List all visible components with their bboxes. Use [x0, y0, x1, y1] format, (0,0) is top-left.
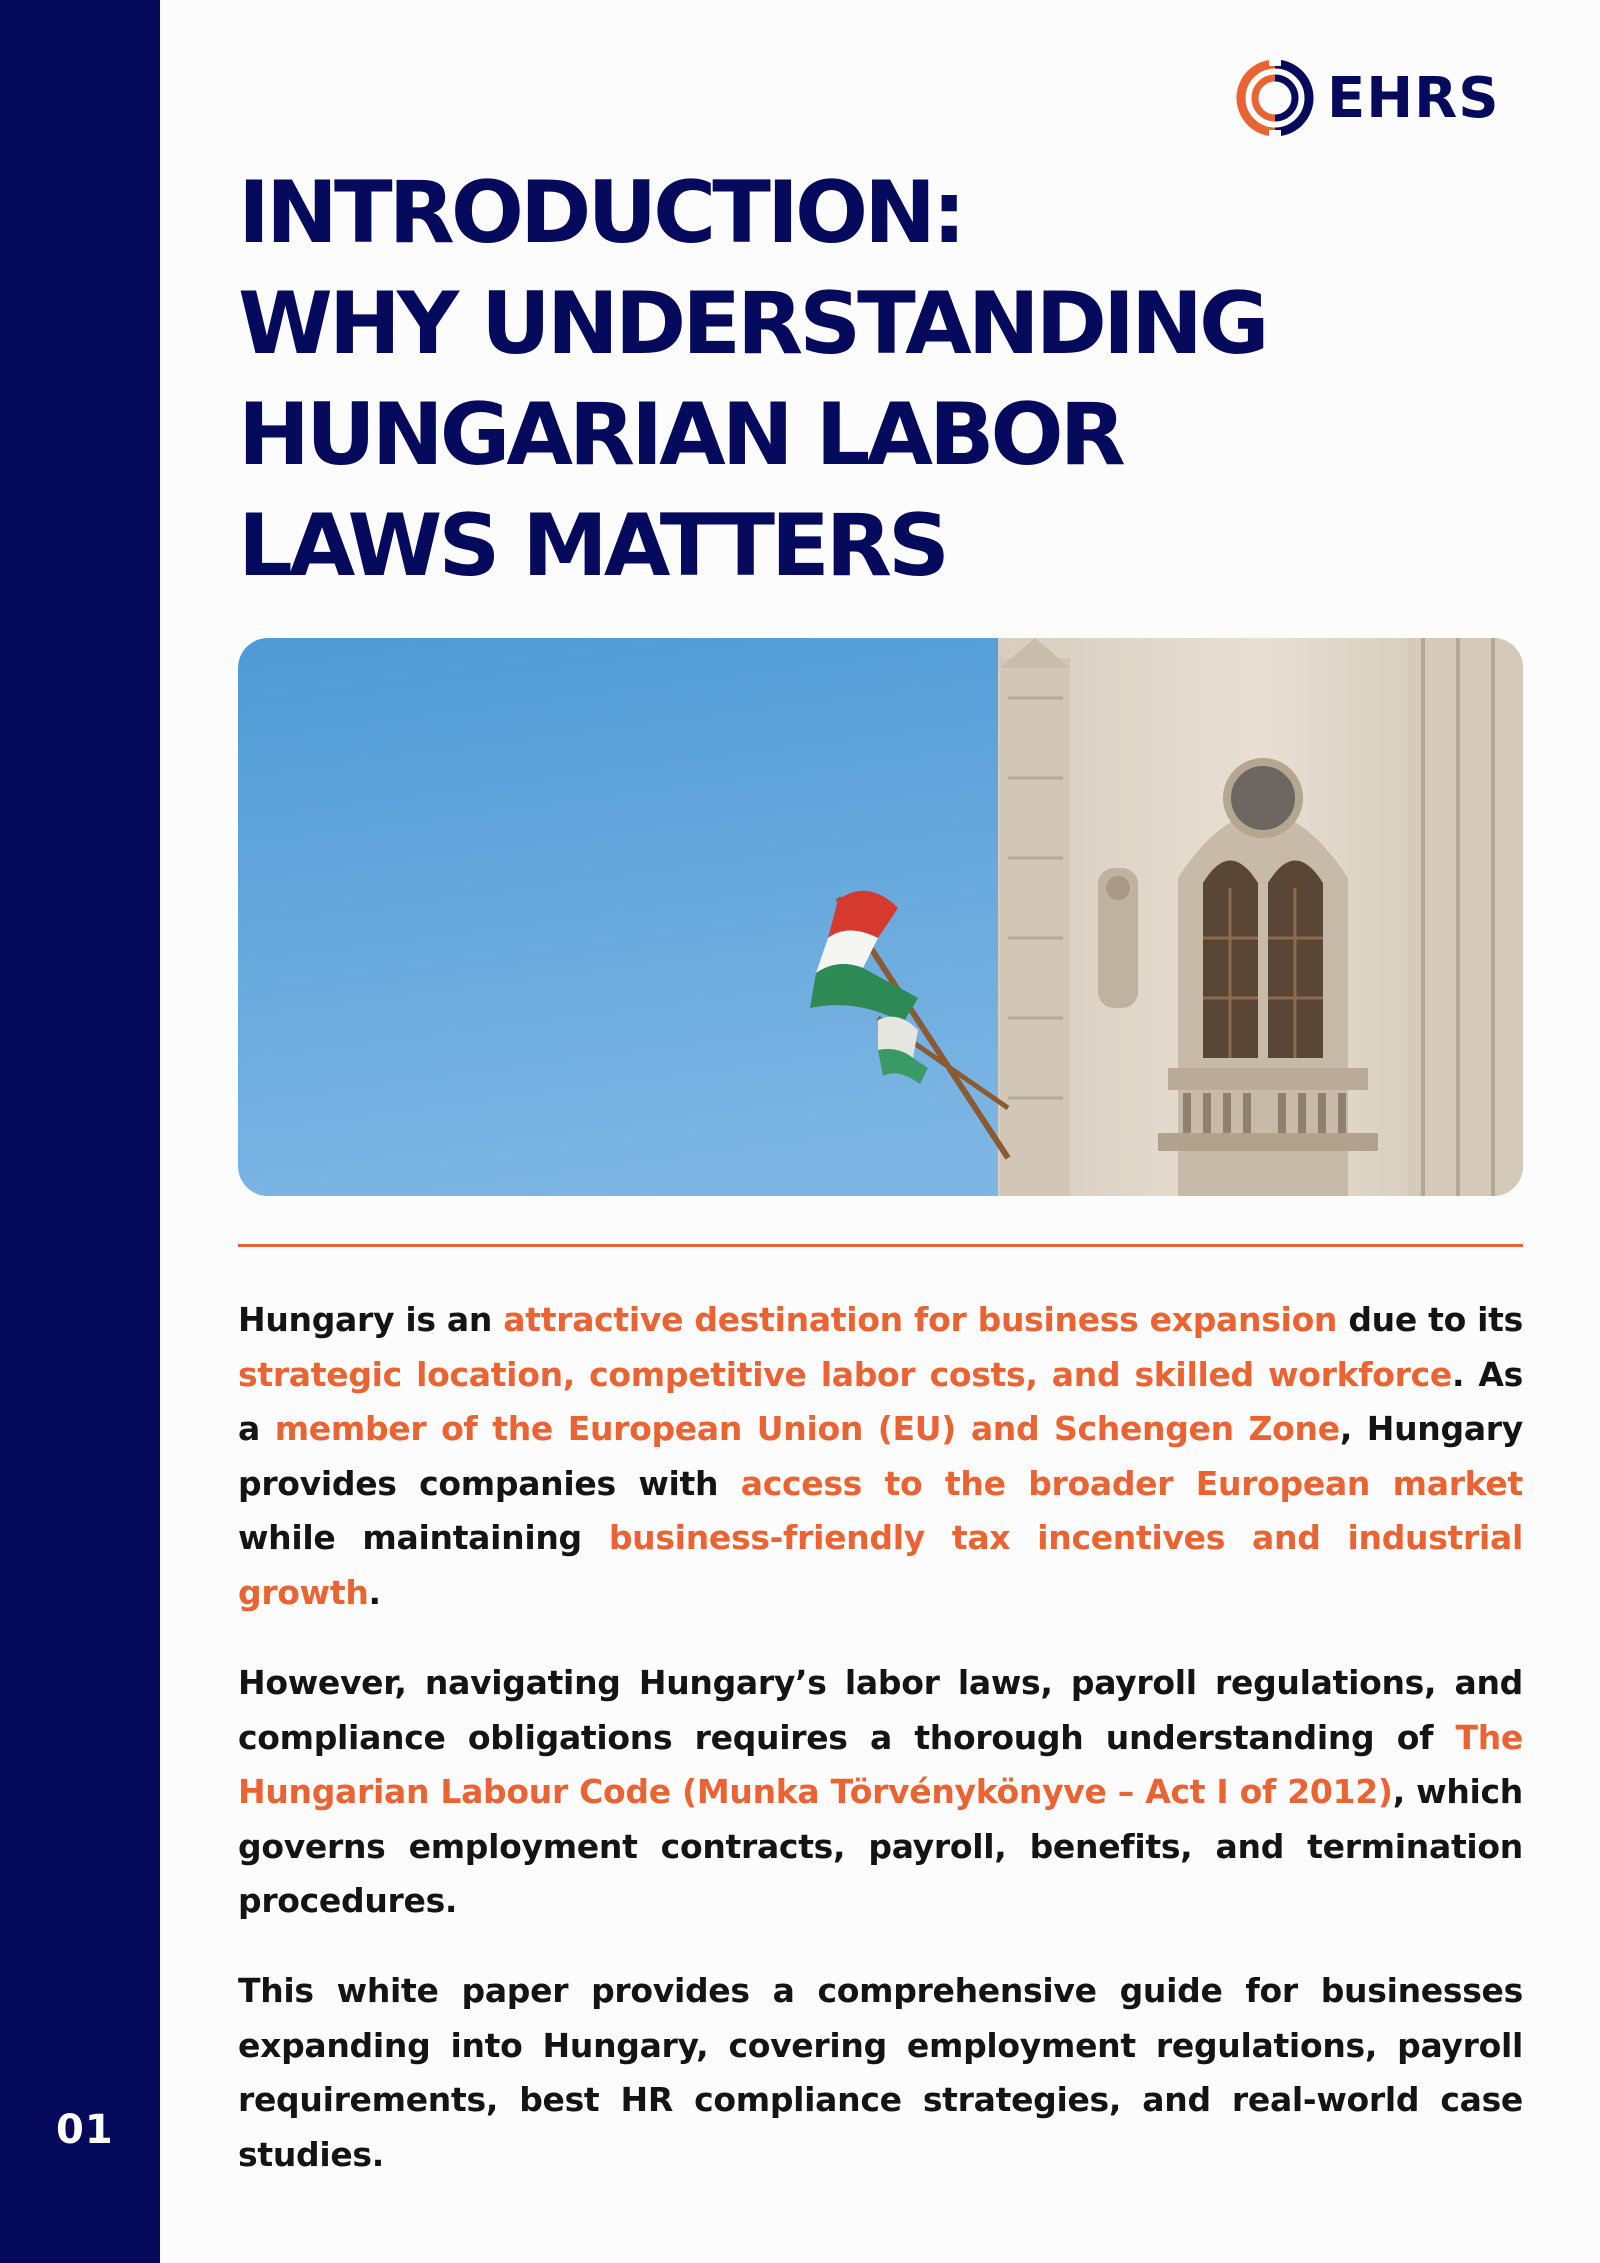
- highlight-run: business-friendly tax incentives and industrial growth: [238, 1518, 1523, 1612]
- highlight-run: attractive destination for business expansion: [503, 1300, 1338, 1339]
- text-run: while maintaining: [238, 1518, 609, 1557]
- hero-photo-parliament: [238, 638, 1523, 1196]
- text-run: due to its: [1337, 1300, 1524, 1339]
- title-line: LAWS MATTERS: [238, 496, 946, 596]
- intro-paragraph: [238, 1293, 1523, 1620]
- section-divider: [238, 1244, 1523, 1247]
- text-run: Hungary is an: [238, 1300, 504, 1339]
- white-paper-paragraph: [238, 1964, 1523, 2182]
- highlight-run: member of the European Union (EU) and Schengen Zone: [274, 1409, 1340, 1448]
- text-run: . As a: [238, 1354, 1523, 1448]
- text-run: .: [368, 1572, 381, 1612]
- text-run: However, navigating Hungary’s labor laws, payroll regulations, and compliance obligations requires a thorough understanding of: [238, 1663, 1523, 1757]
- sidebar-band: [0, 0, 160, 2263]
- title-line: WHY UNDERSTANDING: [238, 274, 1266, 374]
- highlight-run: access to the broader European market: [740, 1463, 1523, 1503]
- logo-wordmark: EHRS: [1327, 65, 1500, 131]
- text-run: , which governs employment contracts, payroll, benefits, and termination procedures.: [238, 1772, 1523, 1920]
- ehrs-logo-icon: [1233, 56, 1317, 140]
- highlight-run: strategic location, competitive labor costs, and skilled workforce: [238, 1354, 1452, 1394]
- title-line: INTRODUCTION:: [238, 163, 963, 263]
- labour-code-paragraph: [238, 1656, 1523, 1929]
- ehrs-logo: [1233, 48, 1500, 148]
- text-run: This white paper provides a comprehensive guide for businesses expanding into Hungary, covering employment regulations, payroll requirements, best HR compliance strategies, and real-world case studies.: [238, 1971, 1523, 2174]
- highlight-run: The Hungarian Labour Code (Munka Törvénykönyve – Act I of 2012): [238, 1717, 1523, 1811]
- text-run: , Hungary provides companies with: [238, 1409, 1523, 1503]
- title-line: HUNGARIAN LABOR: [238, 385, 1122, 485]
- page-title: [238, 158, 1538, 602]
- page-number: 01: [56, 2107, 114, 2153]
